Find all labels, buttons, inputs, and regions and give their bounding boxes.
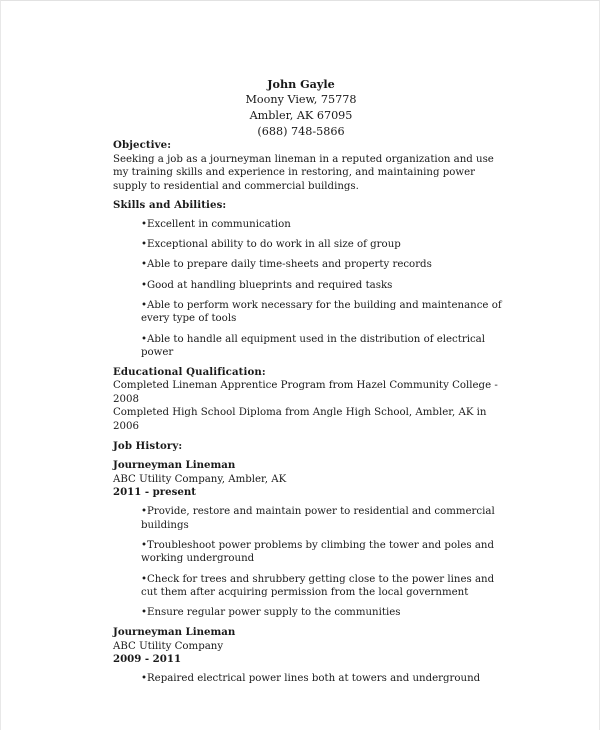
job-title: Journeyman Lineman bbox=[113, 459, 236, 472]
job-company: ABC Utility Company bbox=[113, 640, 224, 652]
education-line: Completed High School Diploma from Angle High School, Ambler, AK in 2006 bbox=[113, 407, 487, 433]
job-company: ABC Utility Company, Ambler, AK bbox=[113, 473, 287, 485]
job-history-heading: Job History: bbox=[113, 439, 183, 452]
resume-header bbox=[1, 76, 600, 140]
job-duties-list bbox=[113, 505, 505, 620]
address-line: Moony View, 75778 bbox=[245, 93, 357, 106]
job-title: Journeyman Lineman bbox=[113, 625, 236, 638]
list-item: •Able to perform work necessary for the building and maintenance of every type of tools bbox=[141, 299, 502, 325]
job-duties-list bbox=[113, 672, 505, 686]
list-item: •Ensure regular power supply to the communities bbox=[141, 607, 401, 619]
list-item: •Repaired electrical power lines both at towers and underground bbox=[141, 672, 481, 684]
list-item: •Check for trees and shrubbery getting close to the power lines and cut them after acquiring permission from the local government bbox=[141, 573, 495, 599]
list-item: •Able to prepare daily time-sheets and property records bbox=[141, 259, 432, 271]
job-dates: 2011 - present bbox=[113, 486, 196, 499]
education-line: Completed Lineman Apprentice Program from Hazel Community College - 2008 bbox=[113, 380, 498, 405]
list-item: •Excellent in communication bbox=[141, 218, 291, 230]
phone-line: (688) 748-5866 bbox=[257, 125, 345, 138]
skills-heading: Skills and Abilities: bbox=[113, 199, 227, 212]
applicant-name: John Gayle bbox=[267, 77, 335, 91]
list-item: •Exceptional ability to do work in all size of group bbox=[141, 239, 401, 251]
skills-list bbox=[113, 218, 505, 360]
list-item: •Troubleshoot power problems by climbing the tower and poles and working underground bbox=[141, 539, 495, 565]
list-item: •Provide, restore and maintain power to residential and commercial buildings bbox=[141, 506, 495, 531]
objective-text: Seeking a job as a journeyman lineman in a reputed organization and use my training skills and experience in restoring, and maintaining power supply to residential and commercial buildings. bbox=[113, 153, 494, 192]
job-dates: 2009 - 2011 bbox=[113, 653, 182, 666]
city-line: Ambler, AK 67095 bbox=[249, 109, 353, 122]
resume-body bbox=[113, 139, 505, 689]
list-item: •Able to handle all equipment used in the distribution of electrical power bbox=[141, 333, 486, 359]
education-heading: Educational Qualification: bbox=[113, 365, 266, 378]
objective-heading: Objective: bbox=[113, 139, 172, 151]
list-item: •Good at handling blueprints and required tasks bbox=[141, 279, 393, 291]
